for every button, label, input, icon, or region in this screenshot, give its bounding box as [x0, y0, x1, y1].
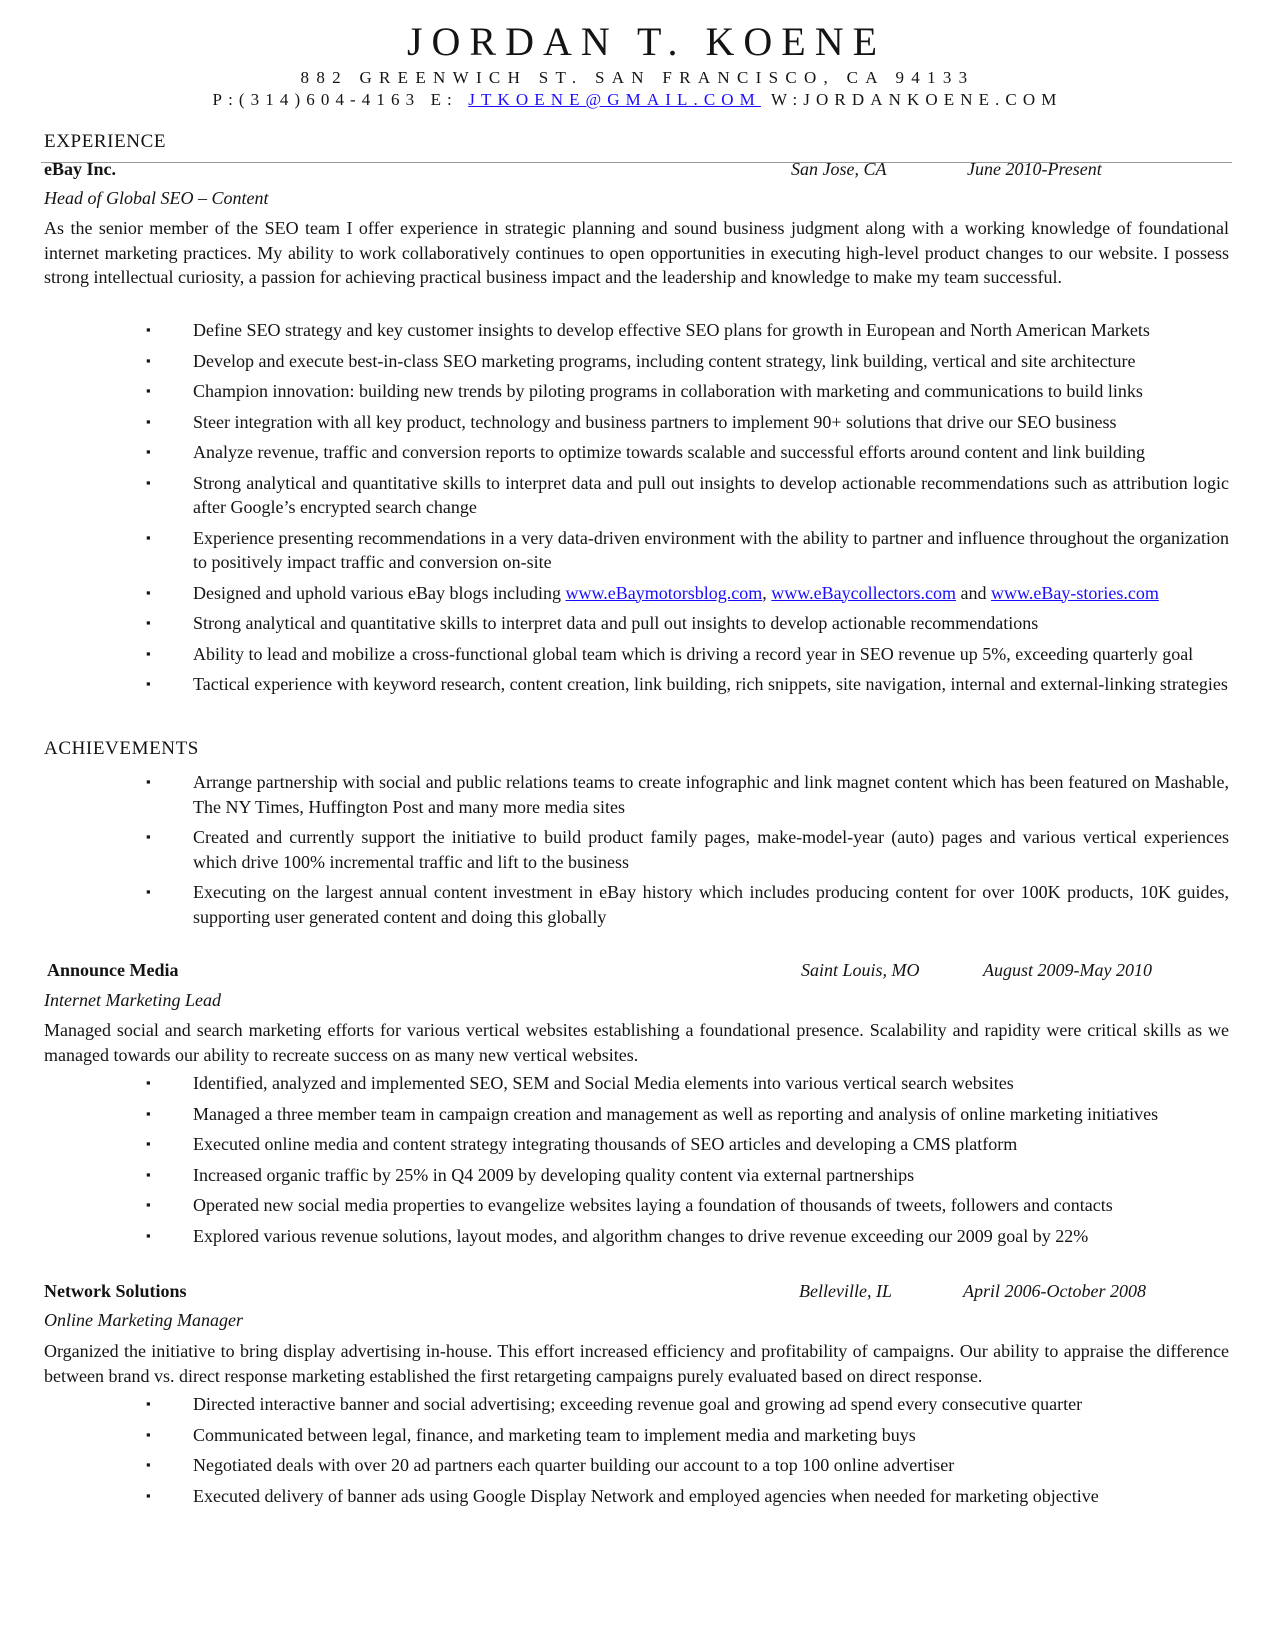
bullet-item: ▪ Strong analytical and quantitative skills to interpret data and pull out insights to develop actionable recommendations — [0, 611, 1229, 636]
email-link[interactable]: JTKOENE@GMAIL.COM — [468, 90, 761, 109]
phone: P:(314)604-4163 — [212, 90, 421, 109]
candidate-name: JORDAN T. KOENE — [406, 19, 887, 64]
job-bullets — [0, 318, 1275, 703]
bullet-item: ▪ Analyze revenue, traffic and conversion reports to optimize towards scalable and successful efforts around content and link building — [0, 440, 1229, 465]
achievement-item: ▪ Created and currently support the initiative to build product family pages, make-model-year (auto) pages and various vertical experiences which drive 100% incremental traffic and lift to the business — [0, 825, 1229, 874]
job-location: San Jose, CA — [791, 159, 887, 179]
bullet-item: ▪ Executed delivery of banner ads using Google Display Network and employed agencies when needed for marketing objective — [0, 1484, 1229, 1509]
blog-link-collectors[interactable]: www.eBaycollectors.com — [771, 582, 957, 603]
job-company: Network Solutions — [44, 1281, 187, 1301]
bullet-item: ▪ Tactical experience with keyword research, content creation, link building, rich snippets, site navigation, internal and external-linking strategies — [0, 672, 1229, 697]
bullet-item: ▪ Communicated between legal, finance, and marketing team to implement media and marketing buys — [0, 1423, 1229, 1448]
job-dates: August 2009-May 2010 — [983, 960, 1152, 980]
job-bullets — [0, 1392, 1275, 1514]
website: W:JORDANKOENE.COM — [770, 90, 1063, 109]
job-dates: June 2010-Present — [967, 159, 1102, 179]
blogs-prefix: Designed and uphold various eBay blogs including — [193, 582, 566, 603]
section-title-achievements: ACHIEVEMENTS — [44, 738, 199, 759]
email-label: E: — [430, 90, 458, 109]
bullet-item: ▪ Increased organic traffic by 25% in Q4 2009 by developing quality content via external partnerships — [0, 1163, 1229, 1188]
bullet-item-blogs — [0, 581, 1229, 606]
job-summary: Managed social and search marketing efforts for various vertical websites establishing a foundational presence. Scalability and rapidity were critical skills as we managed towards our ability to recreate success on as many new vertical websites. — [44, 1020, 1229, 1065]
achievement-item: ▪ Arrange partnership with social and public relations teams to create infographic and link magnet content which has been featured on Mashable, The NY Times, Huffington Post and many more media sites — [0, 770, 1229, 819]
bullet-item: ▪ Explored various revenue solutions, layout modes, and algorithm changes to drive revenue exceeding our 2009 goal by 22% — [0, 1224, 1229, 1249]
achievement-bullets — [0, 770, 1275, 935]
bullet-item: ▪ Managed a three member team in campaign creation and management as well as reporting and analysis of online marketing initiatives — [0, 1102, 1229, 1127]
bullet-item: ▪ Executed online media and content strategy integrating thousands of SEO articles and developing a CMS platform — [0, 1132, 1229, 1157]
bullet-item: ▪ Develop and execute best-in-class SEO marketing programs, including content strategy, link building, vertical and site architecture — [0, 349, 1229, 374]
job-title: Internet Marketing Lead — [44, 990, 221, 1010]
bullet-item: ▪ Experience presenting recommendations in a very data-driven environment with the ability to partner and influence throughout the organization to positively impact traffic and conversion on-site — [0, 526, 1229, 575]
bullet-item: ▪ Operated new social media properties to evangelize websites laying a foundation of thousands of tweets, followers and contacts — [0, 1193, 1229, 1218]
blog-link-motors[interactable]: www.eBaymotorsblog.com — [565, 582, 763, 603]
bullet-item: ▪ Strong analytical and quantitative skills to interpret data and pull out insights to develop actionable recommendations such as attribution logic after Google’s encrypted search change — [0, 471, 1229, 520]
blogs-and: and — [956, 582, 992, 603]
bullet-item: ▪ Negotiated deals with over 20 ad partners each quarter building our account to a top 100 online advertiser — [0, 1453, 1229, 1478]
job-location: Saint Louis, MO — [801, 960, 920, 980]
job-summary: As the senior member of the SEO team I offer experience in strategic planning and sound business judgment along with a working knowledge of foundational internet marketing practices. My ability to work collaboratively continues to open opportunities in executing high-level product changes to our website. I possess strong intellectual curiosity, a passion for achieving practical business impact and the leadership and knowledge to make my team successful. — [44, 218, 1229, 287]
bullet-item: ▪ Steer integration with all key product, technology and business partners to implement 90+ solutions that drive our SEO business — [0, 410, 1229, 435]
job-location: Belleville, IL — [799, 1281, 892, 1301]
section-title-experience: EXPERIENCE — [44, 131, 167, 152]
job-company: Announce Media — [47, 960, 179, 980]
achievement-item: ▪ Executing on the largest annual content investment in eBay history which includes producing content for over 100K products, 10K guides, supporting user generated content and doing this globally — [0, 880, 1229, 929]
job-title: Head of Global SEO – Content — [44, 188, 269, 208]
job-summary: Organized the initiative to bring display advertising in-house. This effort increased efficiency and profitability of campaigns. Our ability to appraise the difference between brand vs. direct response marketing established the first retargeting campaigns purely evaluated based on direct response. — [44, 1341, 1229, 1386]
bullet-item: ▪ Ability to lead and mobilize a cross-functional global team which is driving a record year in SEO revenue up 5%, exceeding quarterly goal — [0, 642, 1229, 667]
job-bullets — [0, 1071, 1275, 1254]
bullet-item: ▪ Identified, analyzed and implemented SEO, SEM and Social Media elements into various vertical search websites — [0, 1071, 1229, 1096]
bullet-item: ▪ Define SEO strategy and key customer insights to develop effective SEO plans for growth in European and North American Markets — [0, 318, 1229, 343]
job-title: Online Marketing Manager — [44, 1310, 243, 1330]
blog-link-stories[interactable]: www.eBay-stories.com — [991, 582, 1159, 603]
candidate-address: 882 GREENWICH ST. SAN FRANCISCO, CA 94133 — [300, 68, 975, 87]
bullet-item: ▪ Champion innovation: building new trends by piloting programs in collaboration with marketing and communications to build links — [0, 379, 1229, 404]
bullet-item: ▪ Directed interactive banner and social advertising; exceeding revenue goal and growing ad spend every consecutive quarter — [0, 1392, 1229, 1417]
job-dates: April 2006-October 2008 — [963, 1281, 1146, 1301]
job-company: eBay Inc. — [44, 159, 116, 179]
blogs-sep: , — [762, 582, 772, 603]
contact-line — [0, 90, 1275, 110]
